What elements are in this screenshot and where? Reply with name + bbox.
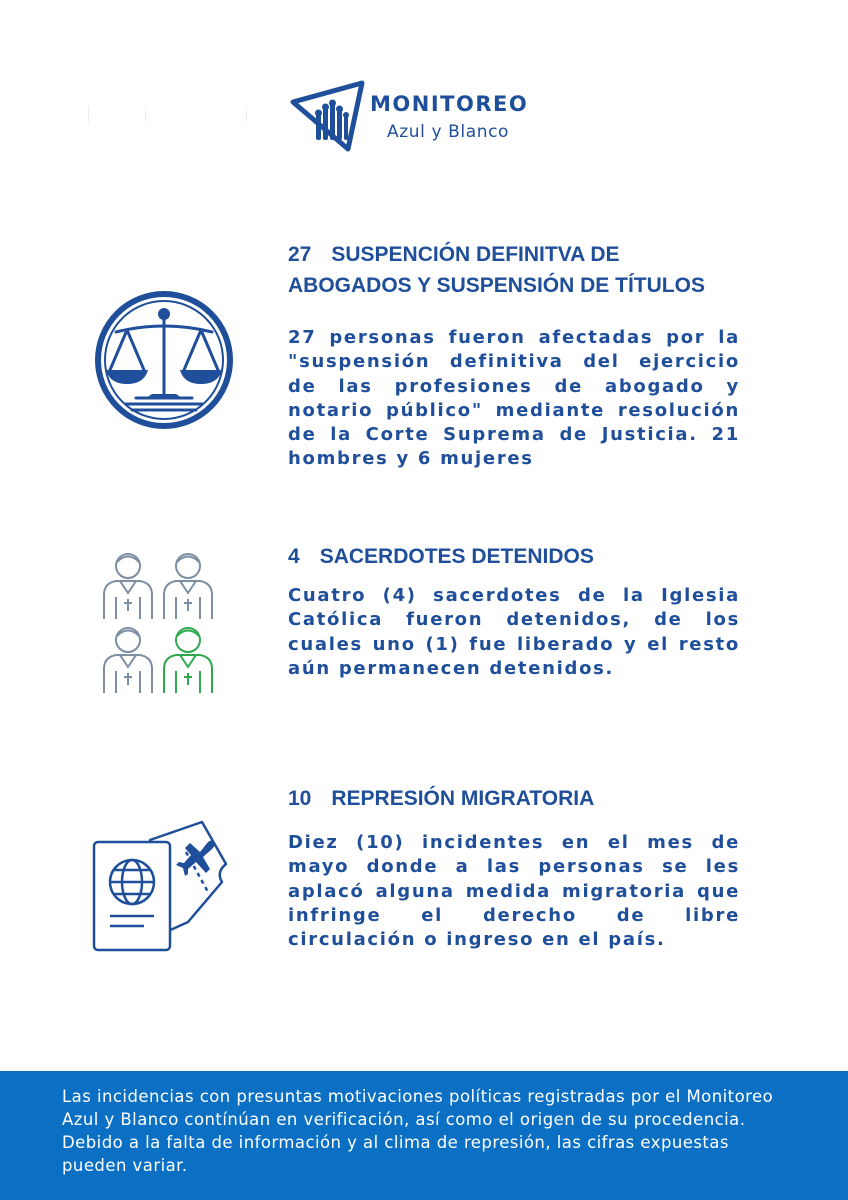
section-title: [288, 783, 740, 814]
section-body: Cuatro (4) sacerdotes de la Iglesia Católica fueron detenidos, de los cuales uno (1) fue liberado y el resto aún permanecen detenidos.: [288, 585, 740, 679]
section-title: [288, 239, 740, 301]
section-sacerdotes: [288, 541, 740, 681]
brand-subtitle: Azul y Blanco: [387, 122, 510, 142]
section-title-text: SACERDOTES DETENIDOS: [319, 545, 594, 568]
passport-ticket-icon: [90, 812, 232, 958]
brand-title: MONITOREO: [370, 92, 529, 116]
raised-hands-logo-icon: [290, 80, 370, 152]
section-count: 27: [288, 243, 312, 266]
section-title-text: SUSPENCIÓN DEFINITVA DE ABOGADOS Y SUSPENSIÓN DE TÍTULOS: [288, 243, 705, 297]
section-body: 27 personas fueron afectadas por la "suspensión definitiva del ejercicio de las profesiones de abogado y notario público" mediante resolución de la Corte Suprema de Justicia. 21 hombres y 6 mujeres: [288, 327, 740, 470]
section-count: 10: [288, 787, 312, 810]
faint-mark: [145, 106, 146, 122]
faint-mark: [246, 106, 247, 122]
priests-icon: [98, 545, 222, 701]
footer-banner: [0, 1071, 848, 1200]
section-title: [288, 541, 740, 572]
section-count: 4: [288, 545, 300, 568]
section-body: Diez (10) incidentes en el mes de mayo donde a las personas se les aplacó alguna medida migratoria que infringe el derecho de libre circulación o ingreso en el país.: [288, 832, 740, 951]
footer-disclaimer: Las incidencias con presuntas motivaciones políticas registradas por el Monitoreo Azul y Blanco contínúan en verificación, así como el origen de su procedencia. Debido a la falta de información y al clima de represión, las cifras expuestas pueden variar.: [62, 1087, 774, 1175]
brand-logo: [290, 80, 590, 152]
section-title-text: REPRESIÓN MIGRATORIA: [331, 787, 595, 810]
scales-of-justice-icon: [92, 290, 236, 434]
faint-mark: [88, 106, 89, 122]
section-abogados: [288, 239, 740, 472]
section-migratoria: [288, 783, 740, 952]
